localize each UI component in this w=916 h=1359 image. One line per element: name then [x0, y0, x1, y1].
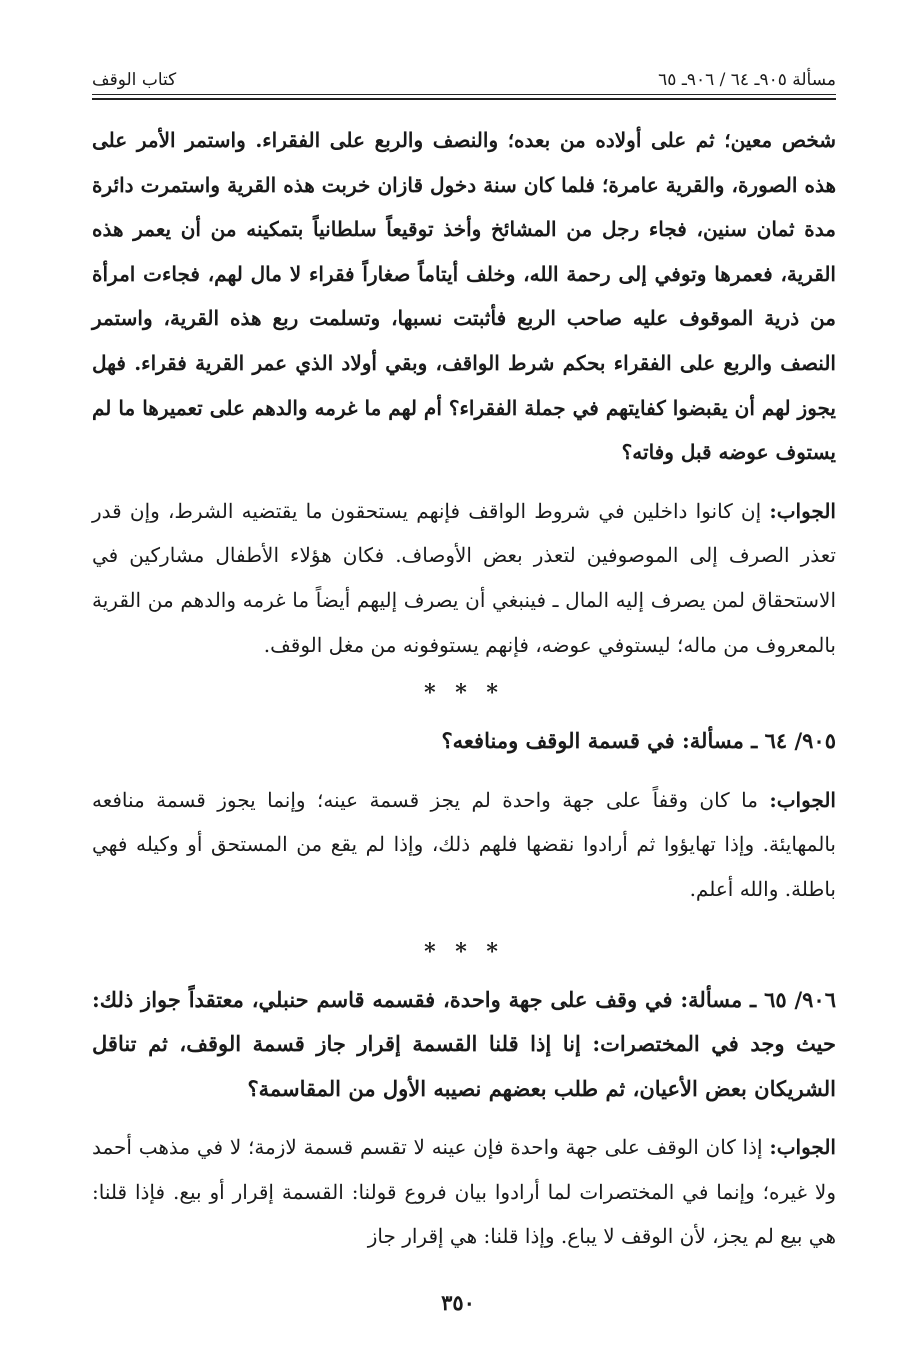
page-body	[92, 118, 836, 1259]
running-header	[92, 60, 836, 90]
header-section-ref: مسألة ٩٠٥ـ ٦٤ / ٩٠٦ـ ٦٥	[658, 70, 836, 90]
question-continuation: شخص معين؛ ثم على أولاده من بعده؛ والنصف والربع على الفقراء. واستمر الأمر على هذه الصورة، والقرية عامرة؛ فلما كان سنة دخول قازان خربت هذه القرية واستمرت دائرة مدة ثمان سنين، فجاء رجل من المشائخ وأخذ توقيعاً سلطانياً بتمكينه من أن يعمر هذه القرية، فعمرها وتوفي إلى رحمة الله، وخلف أيتاماً صغاراً فقراء لا مال لهم، فجاءت امرأة من ذرية الموقوف عليه صاحب الربع فأثبتت نسبها، وتسلمت ربع هذه القرية، واستمر النصف والربع على الفقراء بحكم شرط الواقف، وبقي أولاد الذي عمر القرية فقراء. فهل يجوز لهم أن يقبضوا كفايتهم في جملة الفقراء؟ أم لهم ما غرمه والدهم على تعميرها ما لم يستوف عوضه قبل وفاته؟	[92, 128, 836, 465]
answer-paragraph-1	[92, 489, 836, 667]
spacer	[92, 475, 836, 489]
spacer	[92, 1111, 836, 1125]
section-separator: * * *	[424, 680, 504, 707]
answer-text: إذا كان الوقف على جهة واحدة فإن عينه لا تقسم قسمة لازمة؛ لا في مذهب أحمد ولا غيره؛ وإنما في المختصرات لما أرادوا بيان فروع قولنا: القسمة إقرار أو بيع. فإذا قلنا: هي بيع لم يجز، لأن الوقف لا يباع. وإذا قلنا: هي إقرار جاز	[92, 1135, 836, 1249]
spacer	[92, 764, 836, 778]
answer-label: الجواب:	[769, 498, 836, 523]
header-rule-thin	[92, 94, 836, 95]
answer-text: ما كان وقفاً على جهة واحدة لم يجز قسمة عينه؛ وإنما يجوز قسمة منافعه بالمهايئة. وإذا تهايؤوا ثم أرادوا نقضها فلهم ذلك، وإذا لم يقع من المستحق أو وكيله فهي باطلة. والله أعلم.	[92, 787, 836, 901]
answer-paragraph-905	[92, 778, 836, 912]
answer-label: الجواب:	[769, 787, 836, 812]
question-906-title: ٩٠٦/ ٦٥ ـ مسألة: في وقف على جهة واحدة، فقسمه قاسم حنبلي، معتقداً جواز ذلك: حيث وجد في المختصرات: إنا إذا قلنا القسمة إقرار جاز قسمة الوقف، ثم تناقل الشريكان بعض الأعيان، ثم طلب بعضهم نصيبه الأول من المقاسمة؟	[92, 986, 836, 1101]
answer-paragraph-906	[92, 1125, 836, 1259]
answer-text: إن كانوا داخلين في شروط الواقف فإنهم يستحقون ما يقتضيه الشرط، وإن قدر تعذر الصرف إلى الموصوفين لتعذر بعض الأوصاف. فكان هؤلاء الأطفال مشاركين في الاستحقاق لمن يصرف إليه المال ـ فينبغي أن يصرف إليهم أيضاً ما غرمه والدهم من القرية بالمعروف من ماله؛ ليستوفي عوضه، فإنهم يستوفونه من مغل الوقف.	[92, 498, 836, 657]
answer-label: الجواب:	[769, 1135, 836, 1160]
question-905-title: ٩٠٥/ ٦٤ ـ مسألة: في قسمة الوقف ومنافعه؟	[441, 728, 836, 754]
section-separator: * * *	[424, 938, 504, 965]
header-book-title: كتاب الوقف	[92, 70, 177, 90]
page-number: ٣٥٠	[441, 1290, 475, 1315]
header-rule-thick	[92, 98, 836, 100]
